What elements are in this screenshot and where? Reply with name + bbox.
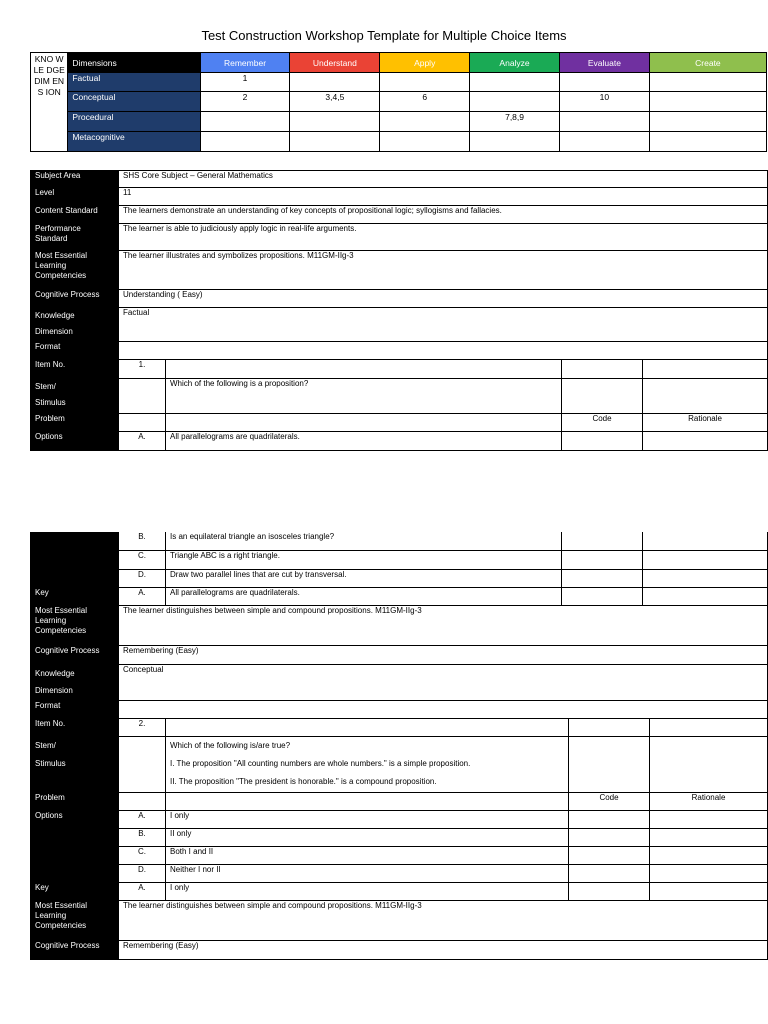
- stem-value: Which of the following is a proposition?: [166, 379, 562, 414]
- key-label: Key: [31, 587, 119, 605]
- cell: [650, 865, 768, 883]
- stem-label: Stem/ Stimulus: [31, 737, 119, 793]
- cell: [119, 379, 166, 414]
- melc-label: Most Essential Learning Competencies: [31, 901, 119, 941]
- option-letter: A.: [119, 811, 166, 829]
- knowledge-dimension-value: Factual: [119, 308, 768, 342]
- option-letter: C.: [119, 847, 166, 865]
- option-text: Triangle ABC is a right triangle.: [166, 550, 562, 569]
- cell: [166, 793, 569, 811]
- option-letter: D.: [119, 569, 166, 587]
- key-letter: A.: [119, 883, 166, 901]
- content-standard-label: Content Standard: [31, 206, 119, 224]
- cell: [643, 432, 768, 451]
- key-value: I only: [166, 883, 569, 901]
- cognitive-process-value: Remembering (Easy): [119, 646, 768, 665]
- header-analyze: Analyze: [470, 53, 560, 73]
- option-text: Draw two parallel lines that are cut by transversal.: [166, 569, 562, 587]
- options-label-cont: [31, 829, 119, 847]
- row-factual: Factual: [68, 73, 200, 92]
- cell: [290, 132, 380, 152]
- header-create: Create: [649, 53, 766, 73]
- option-letter: D.: [119, 865, 166, 883]
- format-label: Format: [31, 701, 119, 719]
- header-apply: Apply: [380, 53, 470, 73]
- option-text: Is an equilateral triangle an isosceles triangle?: [166, 532, 562, 550]
- cell: [470, 73, 560, 92]
- cell: 2: [200, 92, 290, 112]
- knowledge-dimension-label: Knowledge Dimension: [31, 665, 119, 701]
- item-no-value: 1.: [119, 360, 166, 379]
- cognitive-process-label: Cognitive Process: [31, 290, 119, 308]
- options-label-cont: [31, 569, 119, 587]
- format-value: [119, 342, 768, 360]
- format-value: [119, 701, 768, 719]
- cognitive-process-value: Understanding ( Easy): [119, 290, 768, 308]
- cell: [569, 829, 650, 847]
- item-1-continuation-table: [30, 532, 768, 606]
- options-label-cont: [31, 865, 119, 883]
- problem-label: Problem: [31, 414, 119, 432]
- cell: [643, 550, 768, 569]
- cell: [559, 73, 649, 92]
- cell: [569, 865, 650, 883]
- cell: [562, 432, 643, 451]
- cell: 3,4,5: [290, 92, 380, 112]
- cell: 10: [559, 92, 649, 112]
- cell: [166, 719, 569, 737]
- key-letter: A.: [119, 587, 166, 605]
- rationale-header: Rationale: [643, 414, 768, 432]
- cell: [649, 112, 766, 132]
- cell: [119, 737, 166, 793]
- cell: [559, 112, 649, 132]
- cell: [569, 737, 650, 793]
- melc-label: Most Essential Learning Competencies: [31, 251, 119, 290]
- item-no-label: Item No.: [31, 719, 119, 737]
- row-procedural: Procedural: [68, 112, 200, 132]
- cell: [562, 379, 643, 414]
- cell: [290, 73, 380, 92]
- cell: [643, 532, 768, 550]
- cell: [643, 360, 768, 379]
- melc-value: The learner illustrates and symbolizes propositions. M11GM-IIg-3: [119, 251, 768, 290]
- key-value: All parallelograms are quadrilaterals.: [166, 587, 562, 605]
- option-text: II only: [166, 829, 569, 847]
- cell: [569, 883, 650, 901]
- cell: 7,8,9: [470, 112, 560, 132]
- cell: [643, 379, 768, 414]
- cell: [569, 847, 650, 865]
- subject-area-value: SHS Core Subject – General Mathematics: [119, 171, 768, 188]
- cell: [650, 829, 768, 847]
- cell: [562, 587, 643, 605]
- cell: [380, 132, 470, 152]
- option-text: Both I and II: [166, 847, 569, 865]
- options-label-cont: [31, 847, 119, 865]
- cell: [119, 414, 166, 432]
- cell: [380, 112, 470, 132]
- cell: [649, 73, 766, 92]
- cell: [562, 550, 643, 569]
- stem-label: Stem/ Stimulus: [31, 379, 119, 414]
- knowledge-dimension-table: [30, 52, 767, 152]
- content-standard-value: The learners demonstrate an understanding of key concepts of propositional logic; syllogisms and fallacies.: [119, 206, 768, 224]
- cell: [290, 112, 380, 132]
- row-metacognitive: Metacognitive: [68, 132, 200, 152]
- item-no-label: Item No.: [31, 360, 119, 379]
- melc-label: Most Essential Learning Competencies: [31, 606, 119, 646]
- level-label: Level: [31, 188, 119, 206]
- options-label: Options: [31, 432, 119, 451]
- cognitive-process-label: Cognitive Process: [31, 941, 119, 960]
- cell: [380, 73, 470, 92]
- cell: [470, 132, 560, 152]
- key-label: Key: [31, 883, 119, 901]
- cell: [562, 360, 643, 379]
- options-label-cont: [31, 550, 119, 569]
- cell: 6: [380, 92, 470, 112]
- knowledge-dimension-side-label: KNO WLE DGE DIM ENS ION: [31, 53, 68, 152]
- cell: [569, 719, 650, 737]
- option-letter: B.: [119, 532, 166, 550]
- option-letter: C.: [119, 550, 166, 569]
- cell: [650, 811, 768, 829]
- cell: [200, 132, 290, 152]
- cell: 1: [200, 73, 290, 92]
- performance-standard-label: Performance Standard: [31, 224, 119, 251]
- cell: [650, 847, 768, 865]
- cell: [650, 883, 768, 901]
- options-label: Options: [31, 811, 119, 829]
- cell: [650, 737, 768, 793]
- cell: [649, 92, 766, 112]
- melc-value: The learner distinguishes between simple and compound propositions. M11GM-IIg-3: [119, 901, 768, 941]
- cell: [470, 92, 560, 112]
- cell: [562, 569, 643, 587]
- stem-value: Which of the following is/are true? I. The proposition "All counting numbers are whole numbers." is a simple proposition. II. The proposition "The president is honorable." is a compound proposition.: [166, 737, 569, 793]
- option-text: Neither I nor II: [166, 865, 569, 883]
- options-label-cont: [31, 532, 119, 550]
- performance-standard-value: The learner is able to judiciously apply logic in real-life arguments.: [119, 224, 768, 251]
- level-value: 11: [119, 188, 768, 206]
- option-text: All parallelograms are quadrilaterals.: [166, 432, 562, 451]
- cell: [200, 112, 290, 132]
- subject-area-label: Subject Area: [31, 171, 119, 188]
- row-conceptual: Conceptual: [68, 92, 200, 112]
- option-letter: B.: [119, 829, 166, 847]
- page-title: Test Construction Workshop Template for Multiple Choice Items: [201, 28, 567, 43]
- header-understand: Understand: [290, 53, 380, 73]
- cell: [650, 719, 768, 737]
- rationale-header: Rationale: [650, 793, 768, 811]
- item-no-value: 2.: [119, 719, 166, 737]
- cell: [562, 532, 643, 550]
- header-remember: Remember: [200, 53, 290, 73]
- cell: [643, 587, 768, 605]
- header-evaluate: Evaluate: [559, 53, 649, 73]
- code-header: Code: [569, 793, 650, 811]
- melc-value: The learner distinguishes between simple and compound propositions. M11GM-IIg-3: [119, 606, 768, 646]
- problem-label: Problem: [31, 793, 119, 811]
- item-1-table: [30, 170, 768, 451]
- item-2-table: [30, 605, 768, 960]
- cognitive-process-value: Remembering (Easy): [119, 941, 768, 960]
- knowledge-dimension-label: Knowledge Dimension: [31, 308, 119, 342]
- code-header: Code: [562, 414, 643, 432]
- cell: [643, 569, 768, 587]
- cell: [119, 793, 166, 811]
- cell: [166, 360, 562, 379]
- cell: [166, 414, 562, 432]
- option-text: I only: [166, 811, 569, 829]
- cognitive-process-label: Cognitive Process: [31, 646, 119, 665]
- option-letter: A.: [119, 432, 166, 451]
- dimensions-header: Dimensions: [68, 53, 200, 73]
- cell: [559, 132, 649, 152]
- cell: [569, 811, 650, 829]
- cell: [649, 132, 766, 152]
- knowledge-dimension-value: Conceptual: [119, 665, 768, 701]
- format-label: Format: [31, 342, 119, 360]
